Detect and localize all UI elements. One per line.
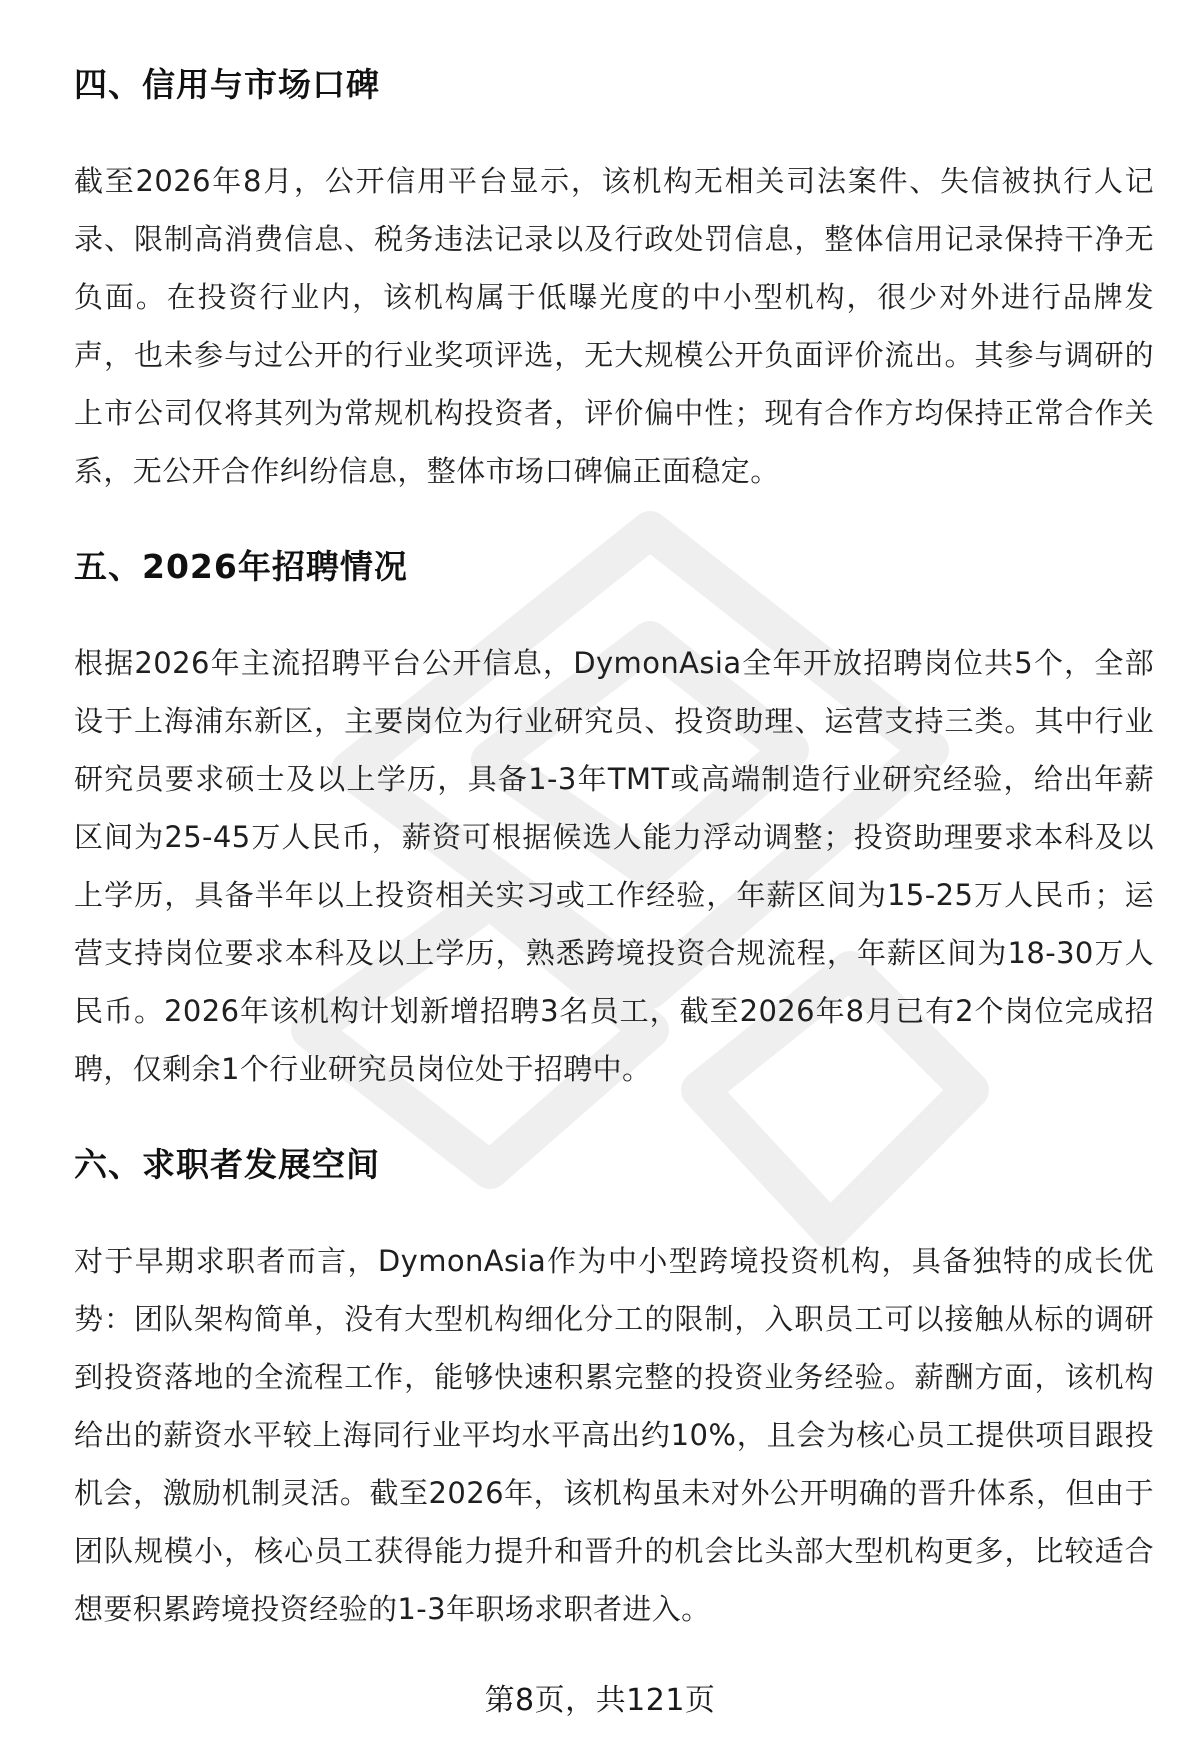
section-title-career-growth: 六、求职者发展空间 <box>74 1145 380 1184</box>
document-content <box>74 58 1154 1638</box>
page-number-footer: 第8页，共121页 <box>484 1683 716 1718</box>
section-body-credit: 截至2026年8月，公开信用平台显示，该机构无相关司法案件、失信被执行人记录、限制高消费信息、税务违法记录以及行政处罚信息，整体信用记录保持干净无负面。在投资行业内，该机构属于低曝光度的中小型机构，很少对外进行品牌发声，也未参与过公开的行业奖项评选，无大规模公开负面评价流出。其参与调研的上市公司仅将其列为常规机构投资者，评价偏中性；现有合作方均保持正常合作关系，无公开合作纠纷信息，整体市场口碑偏正面稳定。 <box>74 164 1154 488</box>
section-title-recruitment: 五、2026年招聘情况 <box>74 547 408 586</box>
section-title-credit: 四、信用与市场口碑 <box>74 65 380 104</box>
section-body-recruitment: 根据2026年主流招聘平台公开信息，DymonAsia全年开放招聘岗位共5个，全部设于上海浦东新区，主要岗位为行业研究员、投资助理、运营支持三类。其中行业研究员要求硕士及以上学历，具备1-3年TMT或高端制造行业研究经验，给出年薪区间为25-45万人民币，薪资可根据候选人能力浮动调整；投资助理要求本科及以上学历，具备半年以上投资相关实习或工作经验，年薪区间为15-25万人民币；运营支持岗位要求本科及以上学历，熟悉跨境投资合规流程，年薪区间为18-30万人民币。2026年该机构计划新增招聘3名员工，截至2026年8月已有2个岗位完成招聘，仅剩余1个行业研究员岗位处于招聘中。 <box>74 646 1154 1086</box>
section-body-career-growth: 对于早期求职者而言，DymonAsia作为中小型跨境投资机构，具备独特的成长优势：团队架构简单，没有大型机构细化分工的限制，入职员工可以接触从标的调研到投资落地的全流程工作，能够快速积累完整的投资业务经验。薪酬方面，该机构给出的薪资水平较上海同行业平均水平高出约10%，且会为核心员工提供项目跟投机会，激励机制灵活。截至2026年，该机构虽未对外公开明确的晋升体系，但由于团队规模小，核心员工获得能力提升和晋升的机会比头部大型机构更多，比较适合想要积累跨境投资经验的1-3年职场求职者进入。 <box>74 1244 1154 1626</box>
